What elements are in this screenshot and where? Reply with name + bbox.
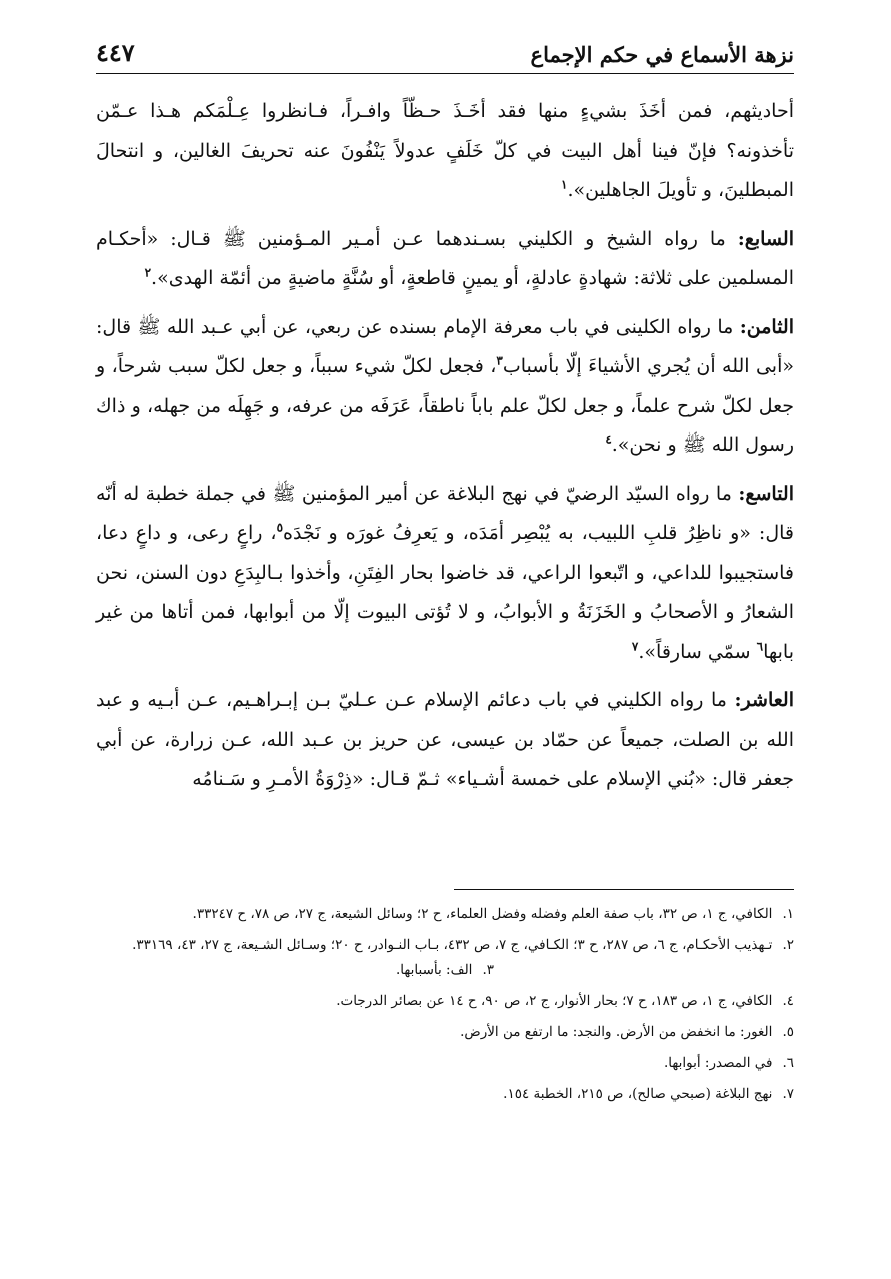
footnote-ref: ٤ <box>605 432 612 447</box>
paragraph-7th: السابع: ما رواه الشيخ و الكليني بسـندهما عـن أمـير المـؤمنين ﷺ قـال: «أحكـام المسلمين على ثلاثة: شهادةٍ عادلةٍ، أو يمينٍ قاطعةٍ، أو سُنَّةٍ ماضيةٍ من أئمّة الهدى».$^٢$ <box>96 227 794 289</box>
section-label: العاشر: <box>734 689 794 711</box>
footnotes <box>96 902 794 1113</box>
footnote-ref: ٥ <box>276 520 284 535</box>
footnote-6: ٦.في المصدر: أبوابها. <box>664 1055 794 1071</box>
paragraph-8th: الثامن: ما رواه الكلينى في باب معرفة الإمام بسنده عن ربعي، عن أبي عـبد الله ﷺ قال: «أبى الله أن يُجري الأشياءَ إلّا بأسباب$^٣$، فجعل لكلّ شيء سبباً، و جعل لكلّ سبب شرحاً، و جعل لكلّ شرح علماً، و جعل لكلّ علم باباً ناطقاً، عَرَفَه من عرفه، و جَهِلَه من جهله، و ذاك رسول الله ﷺ و نحن».$^٤$ <box>96 315 794 456</box>
paragraph-1: أحاديثهم، فمن أخَذَ بشيءٍ منها فقد أخَـذَ حـظّاً وافـراً، فـانظروا عِـلْمَكم هـذا عـمّن تأخذونه؟ فإنّ فينا أهل البيت في كلّ خَلَفٍ عدولاً يَنْفُونَ عنه تحريفَ الغالين، و انتحالَ المبطلينَ، و تأويلَ الجاهلين».$^١$ <box>96 100 794 201</box>
footnote-ref: ٧ <box>631 639 639 654</box>
footnote-3: ٣.الف: بأسبابها. <box>396 962 494 978</box>
footnote-ref: ١ <box>561 177 568 192</box>
running-title: نزهة الأسماع في حكم الإجماع <box>530 42 794 67</box>
footnote-ref: ٢ <box>144 265 152 280</box>
paragraph-10th: العاشر: ما رواه الكليني في باب دعائم الإسلام عـن عـليّ بـن إبـراهـيم، عـن أبـيه و عبد الله بن الصلت، جميعاً عن حمّاد بن عيسى، عن حريز بن عـبد الله، عـن زرارة، عن أبي جعفر قال: «بُني الإسلام على خمسة أشـياء» ثـمّ قـال: «ذِرْوَةُ الأمـرِ و سَـنامُه <box>96 689 794 790</box>
footnote-ref: ٦ <box>756 639 764 654</box>
section-label: الثامن: <box>739 315 794 338</box>
footnote-2: ٢.تـهذيب الأحكـام، ج ٦، ص ٢٨٧، ح ٣؛ الكـافي، ج ٧، ص ٤٣٢، بـاب النـوادر، ح ٢٠؛ وسـائل الشـيعة، ج ٢٧، ٤٣، ٣٣١٦٩. ٣.الف: بأسبابها. <box>96 933 794 983</box>
footnote-ref: ٣ <box>496 353 503 368</box>
footnote-7: ٧.نهج البلاغة (صبحي صالح)، ص ٢١٥، الخطبة ١٥٤. <box>503 1086 794 1102</box>
page-number: ٤٤٧ <box>96 38 135 67</box>
section-label: التاسع: <box>738 482 794 505</box>
footnote-5: ٥.الغور: ما انخفض من الأرض. والنجد: ما ارتفع من الأرض. <box>460 1024 794 1040</box>
paragraph-9th: التاسع: ما رواه السيّد الرضيّ في نهج البلاغة عن أمير المؤمنين ﷺ في جملة خطبة له أنّه قال: «و ناظِرُ قلبِ اللبيب، به يُبْصِر أمَدَه، و يَعرِفُ غورَه و نَجْدَه$^٥$، راعٍ رعى، و داعٍ دعا، فاستجيبوا للداعي، و اتّبعوا الراعي، قد خاضوا بحار الفِتَنِ، وأخذوا بـالبِدَعِ دون السنن، نحن الشعارُ و الأصحابُ و الخَزَنَةُ و الأبوابُ، و لا تُؤتى البيوت إلّا من أبوابها، فمن أتاها من غير بابها$^٦$ سمّي سارقاً».$^٧$ <box>96 482 795 663</box>
footnote-divider <box>454 889 794 890</box>
footnote-4: ٤.الكافي، ج ١، ص ١٨٣، ح ٧؛ بحار الأنوار، ج ٢، ص ٩٠، ح ١٤ عن بصائر الدرجات. <box>336 993 794 1009</box>
main-text <box>96 92 794 809</box>
page-header <box>96 28 794 74</box>
footnote-1: ١.الكافي، ج ١، ص ٣٢، باب صفة العلم وفضله وفضل العلماء، ح ٢؛ وسائل الشيعة، ج ٢٧، ص ٧٨، ح ٣٣٢٤٧. <box>192 906 794 922</box>
section-label: السابع: <box>737 227 794 250</box>
